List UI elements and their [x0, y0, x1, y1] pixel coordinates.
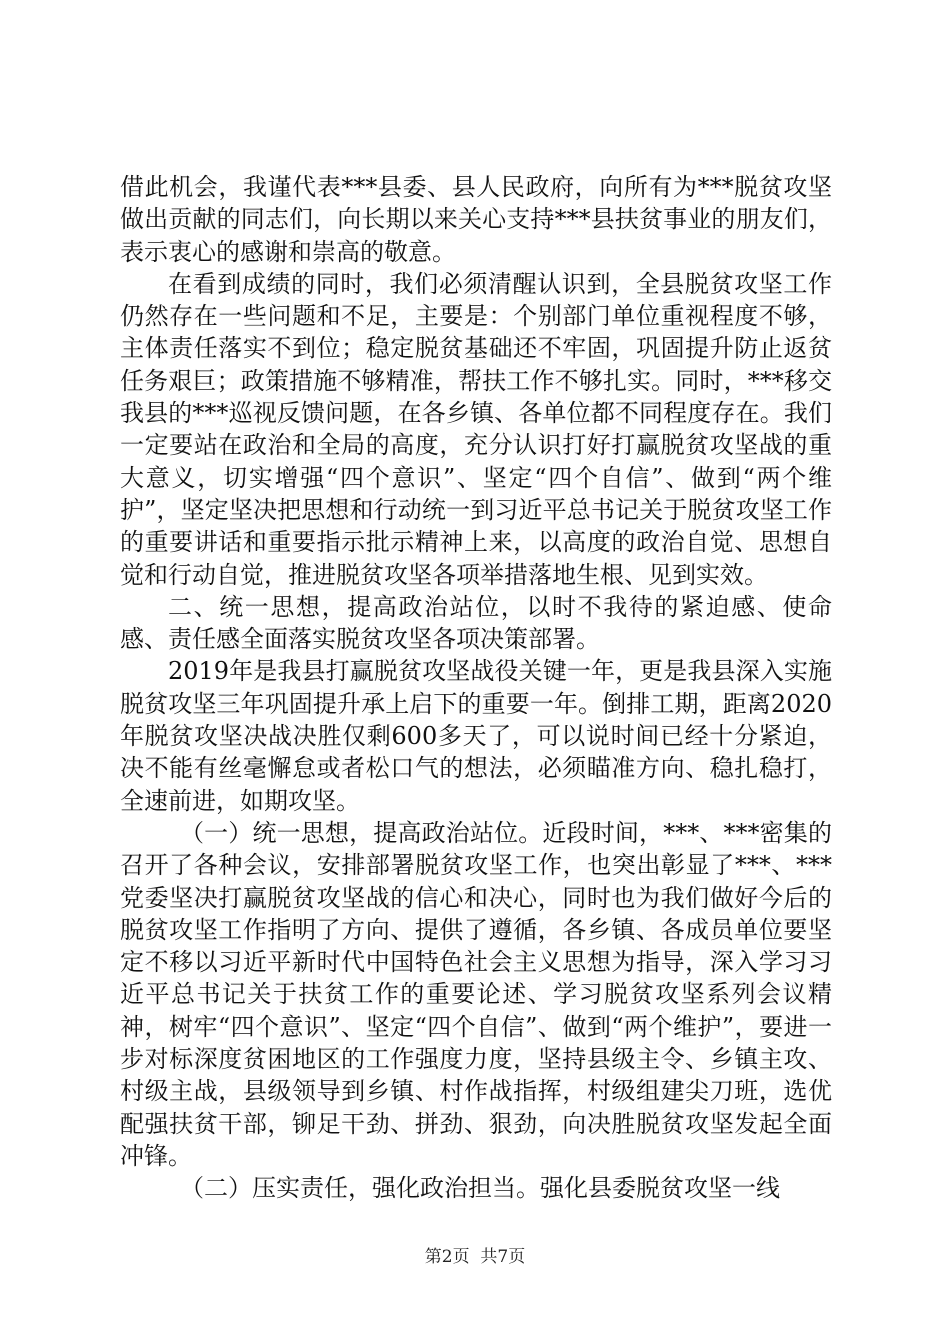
- paragraph-problems: 在看到成绩的同时，我们必须清醒认识到，全县脱贫攻坚工作仍然存在一些问题和不足，主要是：个别部门单位重视程度不够，主体责任落实不到位；稳定脱贫基础还不牢固，巩固提升防止返贫任务艰巨；政策措施不够精准，帮扶工作不够扎实。同时，***移交我县的***巡视反馈问题，在各乡镇、各单位都不同程度存在。我们一定要站在政治和全局的高度，充分认识打好打赢脱贫攻坚战的重大意义，切实增强“四个意识”、坚定“四个自信”、做到“两个维护”，坚定坚决把思想和行动统一到习近平总书记关于脱贫攻坚工作的重要讲话和重要指示批示精神上来，以高度的政治自觉、思想自觉和行动自觉，推进脱贫攻坚各项举措落地生根、见到实效。: [120, 269, 832, 589]
- paragraph-2019: 2019年是我县打赢脱贫攻坚战役关键一年，更是我县深入实施脱贫攻坚三年巩固提升承上启下的重要一年。倒排工期，距离2020年脱贫攻坚决战决胜仅剩600多天了，可以说时间已经十分紧迫，决不能有丝毫懈怠或者松口气的想法，必须瞄准方向、稳扎稳打，全速前进，如期攻坚。: [120, 657, 832, 815]
- paragraph-gratitude: 借此机会，我谨代表***县委、县人民政府，向所有为***脱贫攻坚做出贡献的同志们，向长期以来关心支持***县扶贫事业的朋友们，表示衷心的感谢和崇高的敬意。: [120, 173, 832, 266]
- section-heading-two: 二、统一思想，提高政治站位，以时不我待的紧迫感、使命感、责任感全面落实脱贫攻坚各项决策部署。: [120, 592, 832, 654]
- page-footer: 第2页 共7页: [424, 1247, 526, 1267]
- paragraph-subsection-two: （二）压实责任，强化政治担当。强化县委脱贫攻坚一线: [180, 1174, 780, 1203]
- document-body: [120, 171, 832, 1205]
- paragraph-subsection-one: （一）统一思想，提高政治站位。近段时间，***、***密集的召开了各种会议，安排部署脱贫攻坚工作，也突出彰显了***、***党委坚决打赢脱贫攻坚战的信心和决心，同时也为我们做好今后的脱贫攻坚工作指明了方向、提供了遵循，各乡镇、各成员单位要坚定不移以习近平新时代中国特色社会主义思想为指导，深入学习习近平总书记关于扶贫工作的重要论述、学习脱贫攻坚系列会议精神，树牢“四个意识”、坚定“四个自信”、做到“两个维护”，要进一步对标深度贫困地区的工作强度力度，坚持县级主令、乡镇主攻、村级主战，县级领导到乡镇、村作战指挥，村级组建尖刀班，选优配强扶贫干部，铆足干劲、拼劲、狠劲，向决胜脱贫攻坚发起全面冲锋。: [120, 818, 832, 1170]
